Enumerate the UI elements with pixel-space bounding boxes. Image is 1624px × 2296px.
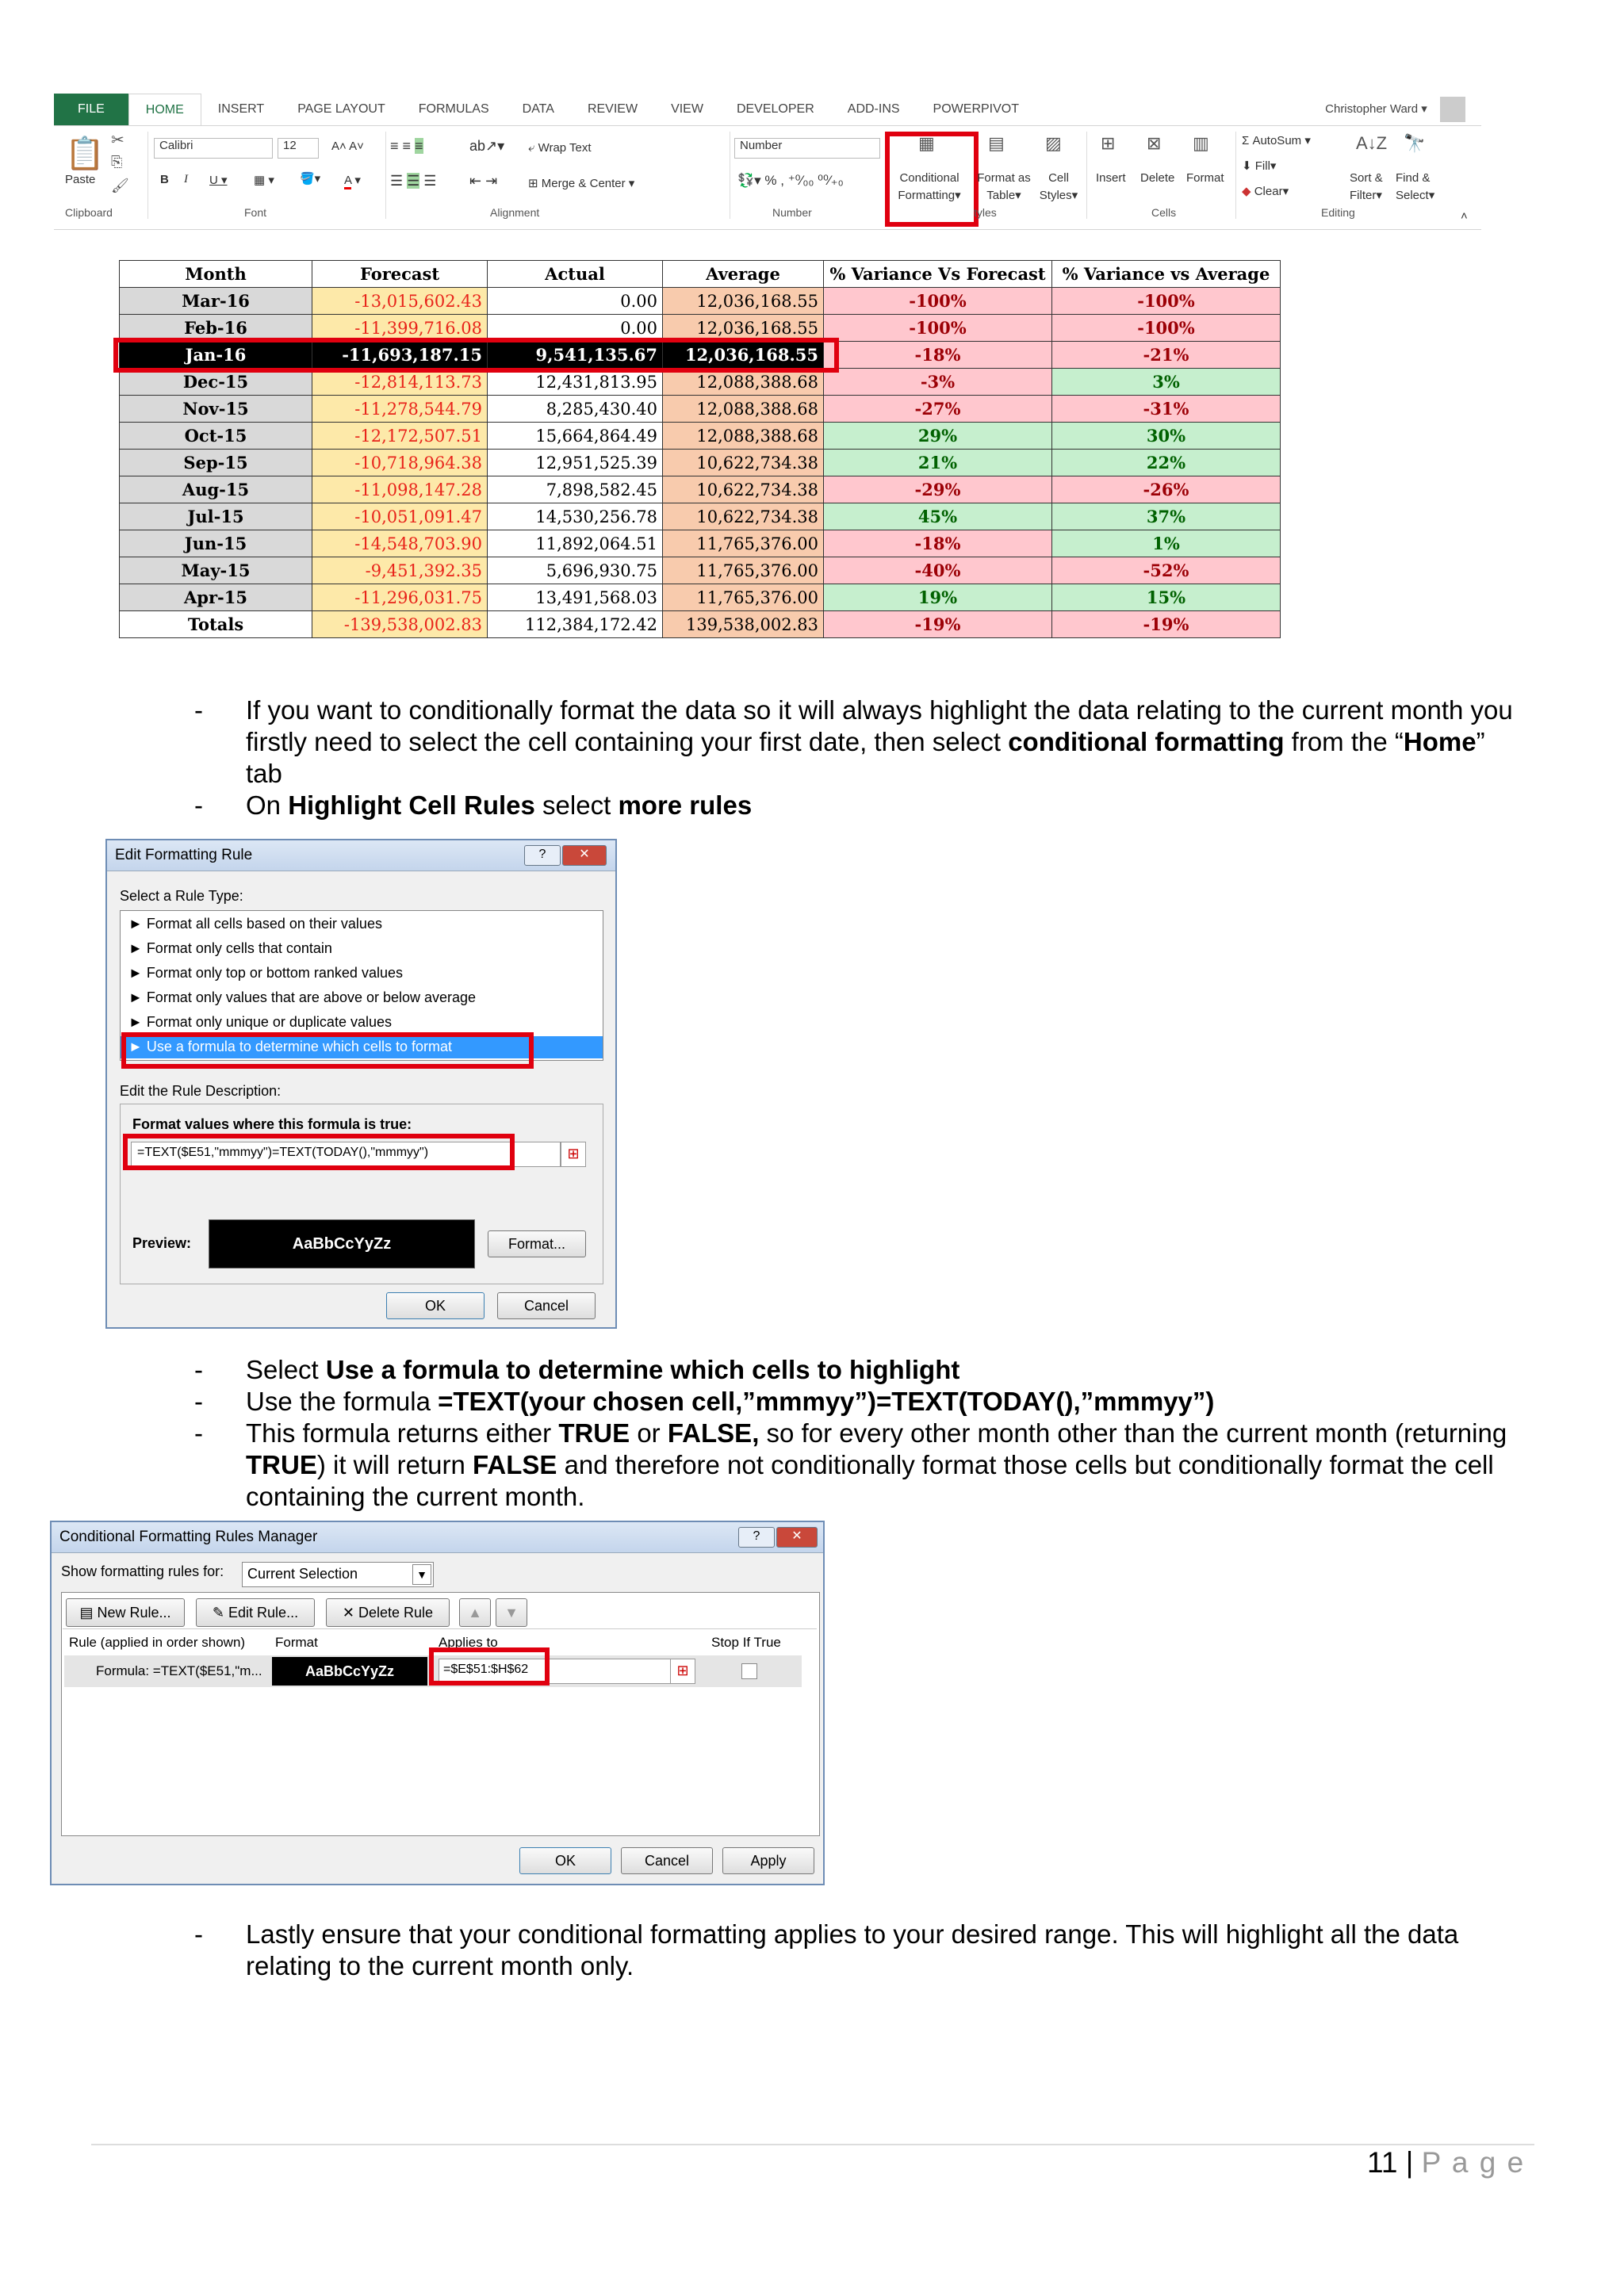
edit-rule-description-label: Edit the Rule Description: <box>120 1083 282 1099</box>
rule-type-item[interactable]: ► Format only top or bottom ranked values <box>128 965 403 981</box>
edit-rule-label: Edit Rule... <box>228 1605 299 1621</box>
month-cell[interactable]: Totals <box>120 611 312 638</box>
tab-page-layout[interactable]: PAGE LAYOUT <box>297 102 385 116</box>
separator <box>147 132 148 219</box>
close-icon[interactable]: ✕ <box>776 1527 818 1548</box>
actual-cell[interactable]: 112,384,172.42 <box>488 611 663 638</box>
collapse-ribbon-icon[interactable]: ˄ <box>1461 209 1468 223</box>
format-button[interactable]: Format <box>1186 171 1224 185</box>
cell-styles-button[interactable]: Cell Styles▾ <box>1039 171 1078 202</box>
table-row <box>120 396 1281 423</box>
table-row <box>120 288 1281 315</box>
forecast-cell[interactable]: -11,693,187.15 <box>312 342 488 369</box>
table-row <box>120 423 1281 450</box>
col-header-actual: Actual <box>488 261 663 288</box>
group-number-label: Number <box>772 206 812 219</box>
chevron-down-icon[interactable]: ▼ <box>412 1564 431 1585</box>
spreadsheet-table-area <box>119 260 1300 638</box>
forecast-cell[interactable]: -11,399,716.08 <box>312 315 488 342</box>
separator <box>1086 132 1087 219</box>
highlight-box <box>429 1647 550 1686</box>
bullet-text <box>246 1418 1522 1513</box>
preview-label: Preview: <box>132 1235 192 1251</box>
insert-button[interactable]: Insert <box>1096 171 1126 185</box>
variance-average-cell[interactable]: 37% <box>1052 503 1281 530</box>
forecast-cell[interactable]: -12,814,113.73 <box>312 369 488 396</box>
variance-forecast-cell[interactable]: -18% <box>824 530 1052 557</box>
user-avatar-icon <box>1440 97 1465 122</box>
text-run: This formula returns either <box>246 1418 559 1448</box>
forecast-cell[interactable]: -11,278,544.79 <box>312 396 488 423</box>
rule-type-item[interactable]: ► Format all cells based on their values <box>128 916 382 932</box>
number-format-icons[interactable]: 💱▾ % , ⁺⁰⁄₀₀ ⁰⁰⁄₊₀ <box>737 173 844 188</box>
month-cell[interactable]: Oct-15 <box>120 423 312 450</box>
group-clipboard-label: Clipboard <box>65 206 113 219</box>
bullet-dash: - <box>194 1355 203 1384</box>
orientation-icon[interactable]: ab↗▾ <box>469 138 505 154</box>
col-header-variance-forecast: % Variance Vs Forecast <box>824 261 1052 288</box>
average-cell[interactable]: 12,036,168.55 <box>663 342 824 369</box>
user-account[interactable]: Christopher Ward ▾ <box>1325 94 1465 125</box>
format-painter-icon[interactable]: 🖌 <box>111 178 129 193</box>
variance-forecast-cell[interactable]: -40% <box>824 557 1052 584</box>
variance-forecast-cell[interactable]: 21% <box>824 450 1052 476</box>
italic-icon[interactable]: I <box>184 173 188 186</box>
excel-ribbon <box>54 94 1481 228</box>
text-run: On <box>246 790 289 820</box>
month-cell[interactable]: Aug-15 <box>120 476 312 503</box>
ok-button[interactable]: OK <box>519 1847 611 1874</box>
forecast-cell[interactable]: -12,172,507.51 <box>312 423 488 450</box>
highlight-box <box>121 1032 534 1069</box>
variance-average-cell[interactable]: 15% <box>1052 584 1281 611</box>
fs-label-2: Select <box>1396 189 1429 202</box>
highlight-box-row <box>113 338 839 373</box>
copy-icon[interactable]: ⎘ <box>111 154 123 170</box>
actual-cell[interactable]: 14,530,256.78 <box>488 503 663 530</box>
variance-forecast-cell[interactable]: 45% <box>824 503 1052 530</box>
delete-button[interactable]: Delete <box>1140 171 1175 185</box>
number-format-select[interactable]: Number <box>734 138 880 159</box>
bold-text: FALSE <box>473 1450 557 1479</box>
tab-view[interactable]: VIEW <box>671 102 703 116</box>
table-row <box>120 476 1281 503</box>
user-name: Christopher Ward <box>1325 102 1419 116</box>
separator <box>385 132 386 219</box>
dialog-titlebar <box>107 840 615 871</box>
bold-icon[interactable]: B <box>160 173 169 186</box>
cancel-button[interactable]: Cancel <box>621 1847 713 1874</box>
insert-cells-icon[interactable]: ⊞ <box>1101 133 1116 153</box>
forecast-cell[interactable]: -139,538,002.83 <box>312 611 488 638</box>
col-header-variance-average: % Variance vs Average <box>1052 261 1281 288</box>
bullet-text <box>246 1386 1522 1418</box>
average-cell[interactable]: 11,765,376.00 <box>663 584 824 611</box>
text-run: or <box>630 1418 668 1448</box>
table-row <box>120 584 1281 611</box>
autosum-icon: Σ <box>1242 134 1250 147</box>
fill-icon: ⬇ <box>1242 159 1252 173</box>
move-down-icon[interactable]: ▼ <box>496 1598 527 1627</box>
ok-button[interactable]: OK <box>386 1292 485 1319</box>
fs-label-1: Find & <box>1396 171 1431 185</box>
text-run: from the “ <box>1284 727 1404 756</box>
month-cell[interactable]: Sep-15 <box>120 450 312 476</box>
help-icon[interactable]: ? <box>524 845 561 866</box>
average-cell[interactable]: 12,088,388.68 <box>663 369 824 396</box>
bullet-dash: - <box>194 695 203 725</box>
fill-button[interactable]: ⬇ Fill▾ <box>1242 159 1277 173</box>
tab-powerpivot[interactable]: POWERPIVOT <box>933 102 1019 116</box>
actual-cell[interactable]: 0.00 <box>488 288 663 315</box>
average-cell[interactable]: 11,765,376.00 <box>663 557 824 584</box>
actual-cell[interactable]: 9,541,135.67 <box>488 342 663 369</box>
sort-filter-icon[interactable]: A↓Z <box>1356 133 1388 153</box>
variance-average-cell[interactable]: -26% <box>1052 476 1281 503</box>
delete-rule-label: Delete Rule <box>358 1605 434 1621</box>
divider <box>63 1628 817 1629</box>
text-run: Lastly ensure that your conditional formatting applies to your desired range. This will highlight all the data relating to the current month only. <box>246 1919 1459 1980</box>
text-run: Use the formula <box>246 1387 439 1416</box>
group-cells-label: Cells <box>1151 206 1177 219</box>
bold-text: =TEXT(your chosen cell,”mmmyy”)=TEXT(TODAY(),”mmmyy”) <box>438 1387 1215 1416</box>
actual-cell[interactable]: 7,898,582.45 <box>488 476 663 503</box>
rule-format-sample: AaBbCcYyZz <box>272 1657 427 1686</box>
eraser-icon: ◆ <box>1242 185 1251 198</box>
clear-label: Clear <box>1254 185 1283 198</box>
month-cell[interactable]: Apr-15 <box>120 584 312 611</box>
actual-cell[interactable]: 5,696,930.75 <box>488 557 663 584</box>
average-cell[interactable]: 11,765,376.00 <box>663 530 824 557</box>
average-cell[interactable]: 10,622,734.38 <box>663 503 824 530</box>
page-separator: | <box>1397 2146 1422 2179</box>
average-cell[interactable]: 12,088,388.68 <box>663 396 824 423</box>
bold-text: FALSE, <box>667 1418 760 1448</box>
edit-formatting-rule-dialog <box>105 839 617 1329</box>
variance-average-cell[interactable]: 1% <box>1052 530 1281 557</box>
actual-cell[interactable]: 13,491,568.03 <box>488 584 663 611</box>
select-rule-type-label: Select a Rule Type: <box>120 888 243 904</box>
fat-label-1: Format as <box>977 171 1031 185</box>
forecast-cell[interactable]: -10,051,091.47 <box>312 503 488 530</box>
text-run: and therefore not conditionally format those cells but conditionally format the cell containing the current month. <box>246 1450 1494 1511</box>
autosum-button[interactable]: Σ AutoSum ▾ <box>1242 134 1311 147</box>
new-rule-label: New Rule... <box>97 1605 171 1621</box>
stop-if-true-checkbox[interactable] <box>741 1663 757 1679</box>
fat-label-2: Table <box>986 189 1016 202</box>
tab-developer[interactable]: DEVELOPER <box>736 102 814 116</box>
forecast-cell[interactable]: -14,548,703.90 <box>312 530 488 557</box>
table-row <box>120 557 1281 584</box>
borders-icon[interactable]: ▦ ▾ <box>254 174 274 187</box>
find-select-icon[interactable]: 🔭 <box>1404 133 1426 153</box>
bullet-dash: - <box>194 1919 203 1949</box>
variance-average-cell[interactable]: -52% <box>1052 557 1281 584</box>
font-color-icon[interactable]: A ▾ <box>344 173 361 187</box>
month-cell[interactable]: Mar-16 <box>120 288 312 315</box>
text-run: Select <box>246 1355 326 1384</box>
bullet-dash: - <box>194 1418 203 1448</box>
variance-forecast-cell[interactable]: -27% <box>824 396 1052 423</box>
text-run: ) it will return <box>316 1450 473 1479</box>
tab-review[interactable]: REVIEW <box>587 102 638 116</box>
bold-text: more rules <box>618 790 753 820</box>
indent-icon[interactable]: ⇤ ⇥ <box>469 173 498 189</box>
actual-cell[interactable]: 15,664,864.49 <box>488 423 663 450</box>
page-word: P a g e <box>1421 2146 1526 2179</box>
variance-forecast-cell[interactable]: -18% <box>824 342 1052 369</box>
dialog-titlebar <box>52 1522 823 1553</box>
variance-forecast-cell[interactable]: 19% <box>824 584 1052 611</box>
paste-button[interactable]: Paste <box>65 173 96 186</box>
cut-icon[interactable]: ✂ <box>111 132 124 149</box>
variance-average-cell[interactable]: -100% <box>1052 315 1281 342</box>
show-rules-select[interactable] <box>242 1562 434 1587</box>
highlight-box <box>123 1134 515 1170</box>
month-cell[interactable]: Feb-16 <box>120 315 312 342</box>
forecast-table <box>119 260 1281 638</box>
rule-formula-text: Formula: =TEXT($E51,"m... <box>96 1663 262 1678</box>
actual-cell[interactable]: 11,892,064.51 <box>488 530 663 557</box>
bullet-dash: - <box>194 790 203 820</box>
rule-type-item[interactable]: ► Format only unique or duplicate values <box>128 1014 392 1030</box>
bold-text: Highlight Cell Rules <box>288 790 535 820</box>
merge-center-label: Merge & Center <box>541 177 626 190</box>
clear-button[interactable]: ◆ Clear▾ <box>1242 185 1289 198</box>
month-cell[interactable]: Jan-16 <box>120 342 312 369</box>
fill-label: Fill <box>1254 159 1270 173</box>
range-picker-icon[interactable]: ⊞ <box>670 1659 695 1684</box>
bold-text: Use a formula to determine which cells to highlight <box>325 1355 960 1384</box>
align-top-middle-bottom-icon[interactable]: ≡ ≡ ≡ <box>390 138 423 154</box>
rules-manager-dialog <box>50 1521 825 1885</box>
tab-formulas[interactable]: FORMULAS <box>418 102 489 116</box>
group-editing-label: Editing <box>1321 206 1355 219</box>
cell-styles-icon[interactable]: ▨ <box>1045 133 1062 153</box>
col-header-forecast: Forecast <box>312 261 488 288</box>
merge-center-button[interactable]: ⊞ Merge & Center ▾ <box>528 177 635 190</box>
dialog-title: Conditional Formatting Rules Manager <box>59 1529 318 1545</box>
dialog-title: Edit Formatting Rule <box>115 847 253 863</box>
variance-forecast-cell[interactable]: -100% <box>824 288 1052 315</box>
col-header-month: Month <box>120 261 312 288</box>
variance-forecast-cell[interactable]: 29% <box>824 423 1052 450</box>
cs-label-1: Cell <box>1048 171 1069 185</box>
month-cell[interactable]: Jul-15 <box>120 503 312 530</box>
text-run: If you want to conditionally format the data so it will always highlight the data relating to the current month you firstly need to select the cell containing your first date, then select <box>246 695 1513 756</box>
tab-data[interactable]: DATA <box>522 102 554 116</box>
tab-home[interactable]: HOME <box>128 94 201 126</box>
page-footer <box>1367 2146 1525 2179</box>
forecast-cell[interactable]: -11,098,147.28 <box>312 476 488 503</box>
bullet-text <box>246 695 1522 790</box>
month-cell[interactable]: Jun-15 <box>120 530 312 557</box>
help-icon[interactable]: ? <box>738 1527 775 1548</box>
conditional-formatting-button[interactable]: Conditional Formatting▾ <box>898 171 961 202</box>
footer-rule <box>91 2144 1534 2145</box>
formula-label: Format values where this formula is true: <box>132 1116 412 1132</box>
move-up-icon[interactable]: ▲ <box>459 1598 491 1627</box>
underline-icon[interactable]: U ▾ <box>209 174 228 187</box>
sf-label-2: Filter <box>1350 189 1377 202</box>
forecast-cell[interactable]: -13,015,602.43 <box>312 288 488 315</box>
tab-add-ins[interactable]: ADD-INS <box>847 102 900 116</box>
bullet-text <box>246 1354 1522 1386</box>
variance-forecast-cell[interactable]: -3% <box>824 369 1052 396</box>
fill-color-icon[interactable]: 🪣▾ <box>300 172 321 186</box>
variance-average-cell[interactable]: -100% <box>1052 288 1281 315</box>
delete-rule-button[interactable] <box>326 1598 450 1627</box>
new-rule-icon: ▤ <box>79 1605 94 1621</box>
grow-shrink-font-icon[interactable]: A˄ A˅ <box>331 140 364 153</box>
forecast-cell[interactable]: -11,296,031.75 <box>312 584 488 611</box>
sort-filter-button[interactable]: Sort & Filter▾ <box>1350 171 1383 202</box>
edit-rule-button[interactable] <box>196 1598 315 1627</box>
preview-sample: AaBbCcYyZz <box>209 1219 475 1269</box>
group-font-label: Font <box>244 206 267 219</box>
highlight-box <box>885 132 979 227</box>
delete-rule-icon: ✕ <box>342 1605 354 1621</box>
average-cell[interactable]: 10,622,734.38 <box>663 476 824 503</box>
month-cell[interactable]: Nov-15 <box>120 396 312 423</box>
apply-button[interactable]: Apply <box>722 1847 814 1874</box>
text-run: select <box>534 790 619 820</box>
font-name-select[interactable]: Calibri <box>154 138 273 159</box>
average-cell[interactable]: 10,622,734.38 <box>663 450 824 476</box>
format-as-table-button[interactable]: Format as Table▾ <box>977 171 1031 202</box>
wrap-text-label: Wrap Text <box>538 141 592 155</box>
bold-text: TRUE <box>558 1418 630 1448</box>
average-cell[interactable]: 12,036,168.55 <box>663 288 824 315</box>
page-number: 11 <box>1367 2146 1398 2179</box>
col-format-header: Format <box>275 1635 318 1650</box>
rule-type-item[interactable]: ► Format only values that are above or below average <box>128 989 477 1005</box>
variance-average-cell[interactable]: -21% <box>1052 342 1281 369</box>
autosum-label: AutoSum <box>1252 134 1302 147</box>
group-alignment-label: Alignment <box>490 206 540 219</box>
variance-forecast-cell[interactable]: -29% <box>824 476 1052 503</box>
ribbon-tabs <box>54 94 1481 125</box>
applies-to-input[interactable]: =$E$51:$H$62 <box>443 1663 529 1676</box>
variance-average-cell[interactable]: 3% <box>1052 369 1281 396</box>
bold-text: TRUE <box>246 1450 317 1479</box>
table-header-row <box>120 261 1281 288</box>
actual-cell[interactable]: 12,431,813.95 <box>488 369 663 396</box>
tab-file[interactable]: FILE <box>54 94 128 125</box>
actual-cell[interactable]: 12,951,525.39 <box>488 450 663 476</box>
variance-forecast-cell[interactable]: -100% <box>824 315 1052 342</box>
format-as-table-icon[interactable]: ▤ <box>988 133 1005 153</box>
variance-average-cell[interactable]: 30% <box>1052 423 1281 450</box>
month-cell[interactable]: Dec-15 <box>120 369 312 396</box>
actual-cell[interactable]: 0.00 <box>488 315 663 342</box>
col-rule-header: Rule (applied in order shown) <box>69 1635 246 1650</box>
col-stop-header: Stop If True <box>711 1635 781 1650</box>
bold-text: Home <box>1403 727 1477 756</box>
variance-average-cell[interactable]: -31% <box>1052 396 1281 423</box>
format-cells-icon[interactable]: ▥ <box>1193 133 1209 153</box>
month-cell[interactable]: May-15 <box>120 557 312 584</box>
close-icon[interactable]: ✕ <box>562 845 607 866</box>
text-run: ” tab <box>246 727 1485 788</box>
average-cell[interactable]: 12,088,388.68 <box>663 423 824 450</box>
formula-input[interactable]: =TEXT($E51,"mmmyy")=TEXT(TODAY(),"mmmyy") <box>137 1146 429 1159</box>
rule-type-item[interactable]: ► Format only cells that contain <box>128 940 332 956</box>
show-rules-value: Current Selection <box>247 1566 358 1582</box>
tab-insert[interactable]: INSERT <box>217 102 265 116</box>
forecast-cell[interactable]: -10,718,964.38 <box>312 450 488 476</box>
variance-average-cell[interactable]: 22% <box>1052 450 1281 476</box>
text-run: so for every other month other than the current month (returning <box>759 1418 1507 1448</box>
table-row <box>120 503 1281 530</box>
font-size-select[interactable]: 12 <box>278 138 319 159</box>
cf-label-1: Conditional <box>899 171 959 185</box>
new-rule-button[interactable] <box>66 1598 185 1627</box>
average-cell[interactable]: 12,036,168.55 <box>663 315 824 342</box>
col-header-average: Average <box>663 261 824 288</box>
conditional-formatting-icon[interactable]: ▦ <box>918 133 935 153</box>
edit-rule-icon: ✎ <box>212 1605 225 1621</box>
cs-label-2: Styles <box>1039 189 1072 202</box>
variance-forecast-cell[interactable]: -19% <box>824 611 1052 638</box>
paste-icon[interactable]: 📋 <box>65 136 105 171</box>
table-row <box>120 530 1281 557</box>
cf-label-2: Formatting <box>898 189 956 202</box>
range-picker-icon[interactable]: ⊞ <box>561 1142 586 1167</box>
show-rules-label: Show formatting rules for: <box>61 1563 224 1579</box>
actual-cell[interactable]: 8,285,430.40 <box>488 396 663 423</box>
cancel-button[interactable]: Cancel <box>497 1292 596 1319</box>
totals-row <box>120 611 1281 638</box>
separator <box>1235 132 1236 219</box>
rule-type-item-selected[interactable]: ► Use a formula to determine which cells to format <box>128 1039 452 1054</box>
average-cell[interactable]: 139,538,002.83 <box>663 611 824 638</box>
bold-text: conditional formatting <box>1008 727 1285 756</box>
delete-cells-icon[interactable]: ⊠ <box>1147 133 1162 153</box>
sf-label-1: Sort & <box>1350 171 1383 185</box>
forecast-cell[interactable]: -9,451,392.35 <box>312 557 488 584</box>
wrap-text-button[interactable]: ⤶ Wrap Text <box>528 141 592 155</box>
align-left-center-right-icon[interactable]: ☰ ☰ ☰ <box>390 173 437 189</box>
format-button[interactable]: Format... <box>488 1230 586 1257</box>
variance-average-cell[interactable]: -19% <box>1052 611 1281 638</box>
table-row <box>120 450 1281 476</box>
bullet-dash: - <box>194 1387 203 1416</box>
group-styles-label: tyles <box>974 206 997 219</box>
bullet-text <box>246 1919 1522 1982</box>
find-select-button[interactable]: Find & Select▾ <box>1396 171 1435 202</box>
bullet-text <box>246 790 1522 821</box>
col-applies-header: Applies to <box>439 1635 498 1650</box>
